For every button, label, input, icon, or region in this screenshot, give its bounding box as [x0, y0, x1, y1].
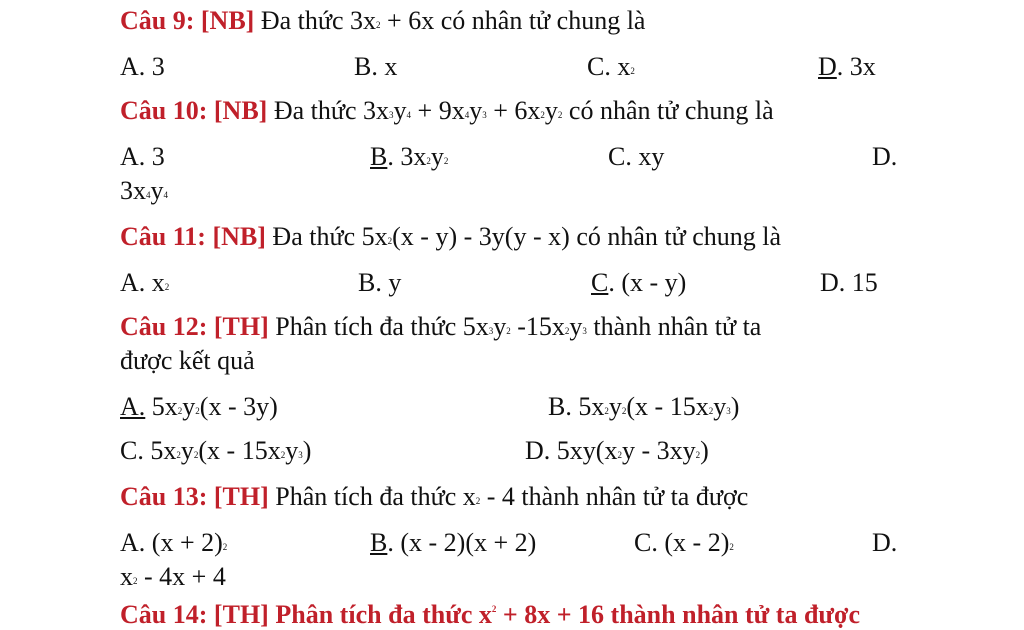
question-13-option-b	[370, 528, 536, 558]
question-10-correct-letter: B	[370, 142, 388, 171]
question-9-label: Câu 9: [NB]	[120, 6, 255, 35]
question-9-option-d	[818, 52, 876, 82]
question-13-option-d: D.	[872, 528, 898, 557]
question-13-option-c: C. (x - 2)$^2$	[634, 528, 734, 557]
question-11-option-b: B. y	[358, 268, 402, 297]
question-9-option-b: B. x	[354, 52, 398, 81]
question-12-option-d: D. $5xy(x^2y - 3xy^2)$	[525, 436, 709, 465]
question-10-option-a: A. 3	[120, 142, 165, 171]
question-13-option-d-continued: $x^2 - 4x + 4$	[120, 562, 226, 591]
question-10-option-b	[370, 142, 448, 172]
question-9-option-c: C. $x^2$	[587, 52, 635, 81]
question-13-option-a: A. $(x + 2)^2$	[120, 528, 228, 557]
question-12-option-c: C. $5x^2y^2(x - 15x^2y^3)$	[120, 436, 312, 465]
question-11-text: Đa thức $5x^2(x - y) - 3y(y - x)$ có nhân tử chung là	[272, 222, 782, 251]
question-12-stem	[120, 312, 761, 342]
question-10-label: Câu 10: [NB]	[120, 96, 268, 125]
question-9-option-a: A. 3	[120, 52, 165, 81]
question-10-option-c: C. xy	[608, 142, 665, 171]
question-9-correct-letter: D	[818, 52, 837, 81]
question-9-stem	[120, 6, 645, 36]
question-10-stem	[120, 96, 774, 126]
question-11-option-c	[591, 268, 686, 298]
question-12-option-b: B. $5x^2y^2(x - 15x^2y^3)$	[548, 392, 740, 421]
question-11-option-a: A. $x^2$	[120, 268, 170, 297]
question-9-option-d-text: . 3x	[836, 52, 876, 81]
question-12-label: Câu 12: [TH]	[120, 312, 269, 341]
question-9-text: Đa thức $3x^2 + 6x$ có nhân tử chung là	[260, 6, 646, 35]
question-10-option-d-continued: $3x^4y^4$	[120, 176, 168, 205]
question-12-option-a-text: $5x^2y^2(x - 3y)$	[151, 392, 278, 421]
question-13-stem	[120, 482, 748, 512]
question-12-option-a	[120, 392, 278, 422]
question-11-stem	[120, 222, 781, 252]
question-10-option-b-text: . $3x^2y^2$	[387, 142, 449, 171]
question-13-correct-letter: B	[370, 528, 388, 557]
question-11-label: Câu 11: [NB]	[120, 222, 266, 251]
question-10-text: Đa thức $3x^3y^4 + 9x^4y^3 + 6x^2y^2$ có nhân tử chung là	[273, 96, 774, 125]
question-12-text: Phân tích đa thức $5x^3y^2$ $-15x^2y^3$ thành nhân tử ta	[275, 312, 762, 341]
question-12-stem-continued: được kết quả	[120, 346, 255, 375]
question-13-text: Phân tích đa thức $x^2 - 4$ thành nhân tử ta được	[275, 482, 749, 511]
question-11-option-c-text: . (x - y)	[608, 268, 687, 297]
question-13-label: Câu 13: [TH]	[120, 482, 269, 511]
question-11-option-d: D. 15	[820, 268, 878, 297]
question-14-cutoff: Câu 14: [TH] Phân tích đa thức $x^2 + 8x + 16$ thành nhân tử ta được	[120, 600, 860, 629]
question-12-correct-letter: A.	[120, 392, 146, 421]
question-13-option-b-text: . (x - 2)(x + 2)	[387, 528, 537, 557]
question-10-option-d: D.	[872, 142, 898, 171]
question-11-correct-letter: C	[591, 268, 609, 297]
